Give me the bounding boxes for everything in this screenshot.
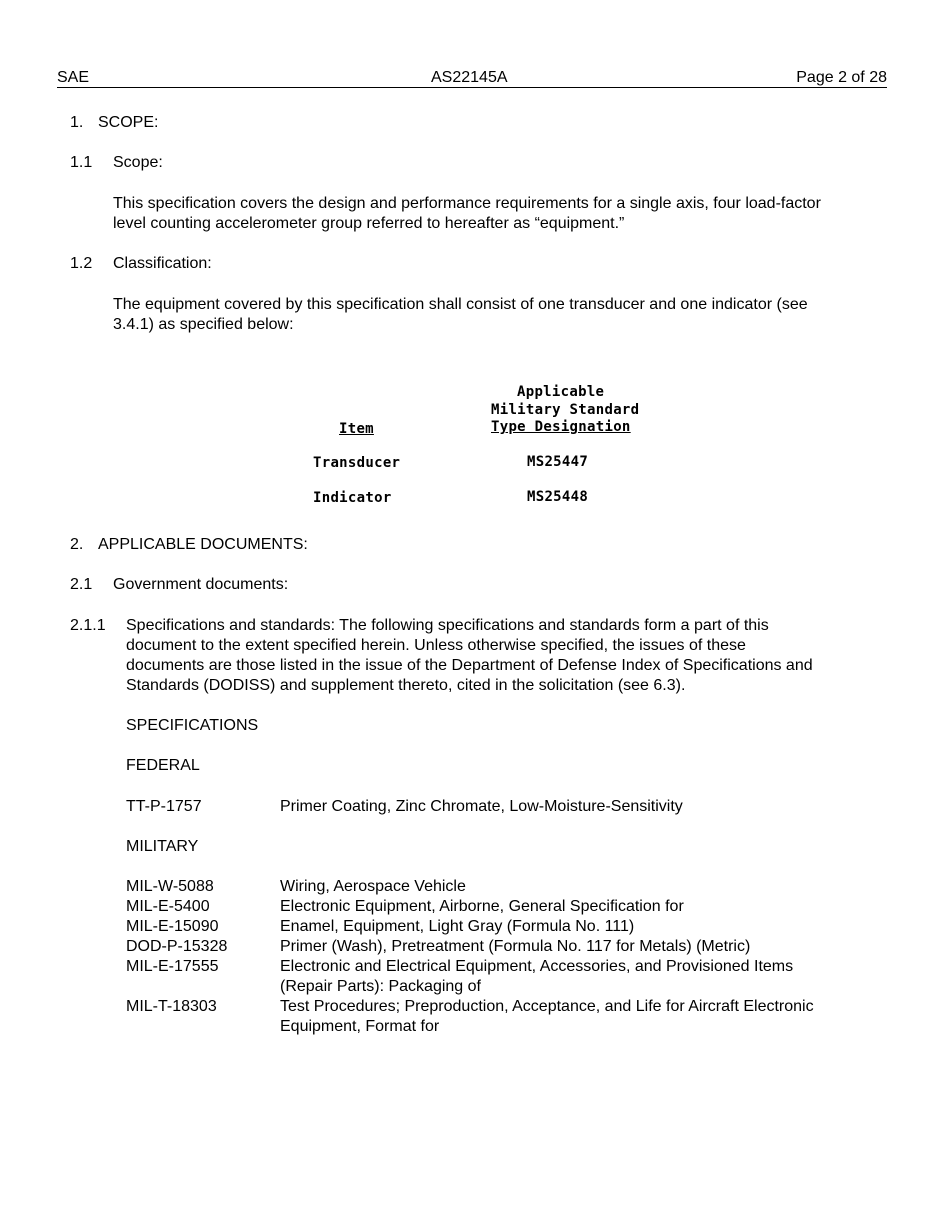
table-header-applicable: Applicable xyxy=(517,384,605,400)
military-spec-6-title: Test Procedures; Preproduction, Acceptance, and Life for Aircraft Electronic xyxy=(280,998,814,1015)
military-spec-1-id: MIL-W-5088 xyxy=(126,878,214,895)
section-2-1-1-text-line-3: documents are those listed in the issue of the Department of Defense Index of Specifications and xyxy=(126,657,813,674)
federal-heading: FEDERAL xyxy=(126,757,200,774)
table-row-1-designation: MS25447 xyxy=(527,454,589,470)
military-spec-6-title-cont: Equipment, Format for xyxy=(280,1018,440,1035)
table-header-military-standard: Military Standard xyxy=(491,402,640,418)
federal-spec-id: TT-P-1757 xyxy=(126,798,202,815)
header-doc-number: AS22145A xyxy=(431,69,508,86)
section-1-number: 1. xyxy=(70,114,84,131)
military-spec-3-title: Enamel, Equipment, Light Gray (Formula No. 111) xyxy=(280,918,635,935)
specifications-heading: SPECIFICATIONS xyxy=(126,717,259,734)
section-2-1-1-text-line-2: document to the extent specified herein. Unless otherwise specified, the issues of these xyxy=(126,637,746,654)
section-2-title: APPLICABLE DOCUMENTS: xyxy=(98,536,308,553)
header-page-number: Page 2 of 28 xyxy=(796,69,887,86)
table-row-2-designation: MS25448 xyxy=(527,489,589,505)
section-1-1-text-line-1: This specification covers the design and performance requirements for a single axis, four load-factor xyxy=(113,195,821,212)
section-2-1-1-text-line-4: Standards (DODISS) and supplement thereto, cited in the solicitation (see 6.3). xyxy=(126,677,686,694)
section-1-2-number: 1.2 xyxy=(70,255,93,272)
military-spec-5-id: MIL-E-17555 xyxy=(126,958,219,975)
section-1-2-title: Classification: xyxy=(113,255,212,272)
section-2-1-number: 2.1 xyxy=(70,576,93,593)
section-2-1-title: Government documents: xyxy=(113,576,289,593)
military-spec-3-id: MIL-E-15090 xyxy=(126,918,219,935)
section-1-title: SCOPE: xyxy=(98,114,159,131)
military-spec-5-title-cont: (Repair Parts): Packaging of xyxy=(280,978,481,995)
federal-spec-title: Primer Coating, Zinc Chromate, Low-Moisture-Sensitivity xyxy=(280,798,683,815)
table-row-2-item: Indicator xyxy=(313,490,392,506)
header-org: SAE xyxy=(57,69,90,86)
section-1-2-text-line-1: The equipment covered by this specification shall consist of one transducer and one indicator (see xyxy=(113,296,808,313)
military-spec-6-id: MIL-T-18303 xyxy=(126,998,217,1015)
military-spec-2-title: Electronic Equipment, Airborne, General Specification for xyxy=(280,898,684,915)
table-header-item: Item xyxy=(339,421,374,437)
military-spec-4-title: Primer (Wash), Pretreatment (Formula No. 117 for Metals) (Metric) xyxy=(280,938,751,955)
section-2-number: 2. xyxy=(70,536,84,553)
section-1-1-number: 1.1 xyxy=(70,154,93,171)
military-spec-2-id: MIL-E-5400 xyxy=(126,898,210,915)
header-rule xyxy=(57,87,887,88)
military-spec-4-id: DOD-P-15328 xyxy=(126,938,228,955)
military-spec-5-title: Electronic and Electrical Equipment, Accessories, and Provisioned Items xyxy=(280,958,794,975)
table-row-1-item: Transducer xyxy=(313,455,401,471)
section-1-1-text-line-2: level counting accelerometer group referred to hereafter as “equipment.” xyxy=(113,215,625,232)
military-spec-1-title: Wiring, Aerospace Vehicle xyxy=(280,878,466,895)
military-heading: MILITARY xyxy=(126,838,199,855)
table-header-type-designation: Type Designation xyxy=(491,419,631,435)
section-1-1-title: Scope: xyxy=(113,154,163,171)
section-1-2-text-line-2: 3.4.1) as specified below: xyxy=(113,316,294,333)
section-2-1-1-text-line-1: Specifications and standards: The following specifications and standards form a part of this xyxy=(126,617,769,634)
section-2-1-1-number: 2.1.1 xyxy=(70,617,106,634)
